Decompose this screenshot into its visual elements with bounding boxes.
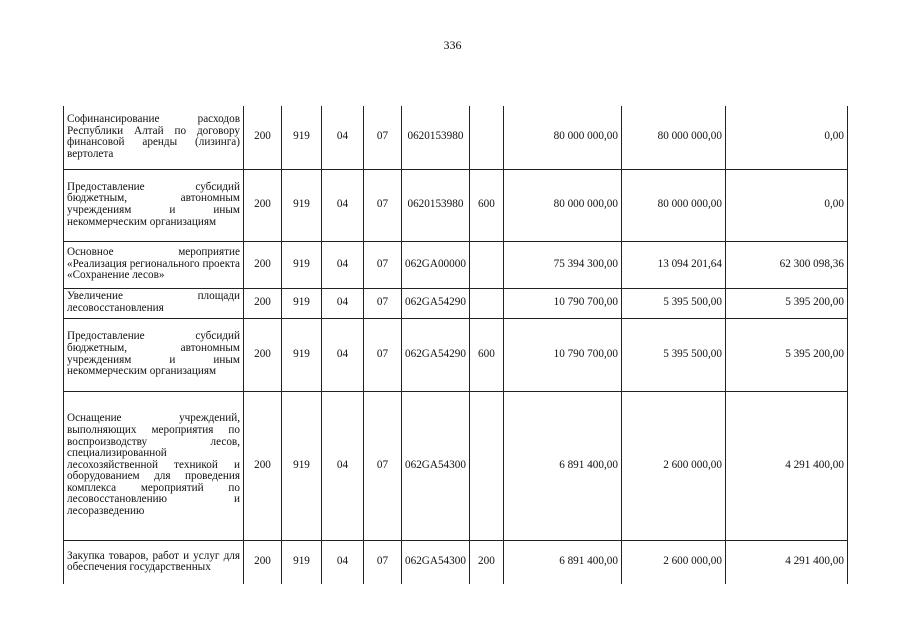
row-name: Основное мероприятие «Реализация регионального проекта «Сохранение лесов» [64, 241, 244, 288]
table-row [64, 318, 848, 391]
row-col-1: 200 [244, 169, 282, 241]
row-col-1: 200 [244, 391, 282, 540]
row-amount-3: 62 300 098,36 [725, 241, 847, 288]
row-target-code: 0620153980 [402, 169, 470, 241]
row-col-1: 200 [244, 318, 282, 391]
row-target-code: 062GA00000 [402, 241, 470, 288]
row-amount-1: 10 790 700,00 [503, 318, 621, 391]
row-col-4: 07 [364, 540, 402, 584]
row-col-3: 04 [322, 241, 364, 288]
row-col-4: 07 [364, 169, 402, 241]
row-col-4: 07 [364, 288, 402, 318]
row-col-2: 919 [282, 318, 322, 391]
row-expense-type [469, 288, 503, 318]
row-amount-2: 5 395 500,00 [621, 288, 725, 318]
row-amount-2: 13 094 201,64 [621, 241, 725, 288]
table-row [64, 391, 848, 540]
row-col-2: 919 [282, 106, 322, 169]
row-col-4: 07 [364, 106, 402, 169]
page-number: 336 [443, 38, 462, 52]
row-amount-2: 2 600 000,00 [621, 540, 725, 584]
row-amount-2: 80 000 000,00 [621, 169, 725, 241]
table-row [64, 241, 848, 288]
budget-table [63, 106, 848, 584]
row-col-3: 04 [322, 391, 364, 540]
row-amount-2: 2 600 000,00 [621, 391, 725, 540]
row-col-2: 919 [282, 169, 322, 241]
table-row [64, 169, 848, 241]
row-amount-3: 0,00 [725, 106, 847, 169]
row-col-2: 919 [282, 540, 322, 584]
row-target-code: 062GA54290 [402, 288, 470, 318]
row-col-3: 04 [322, 288, 364, 318]
row-col-1: 200 [244, 241, 282, 288]
row-col-3: 04 [322, 540, 364, 584]
row-amount-2: 80 000 000,00 [621, 106, 725, 169]
row-col-2: 919 [282, 241, 322, 288]
row-amount-1: 6 891 400,00 [503, 391, 621, 540]
row-name: Увеличение площади лесовосстановления [64, 288, 244, 318]
row-col-1: 200 [244, 540, 282, 584]
row-amount-3: 4 291 400,00 [725, 391, 847, 540]
table-row [64, 106, 848, 169]
row-name: Предоставление субсидий бюджетным, автономным учреждениям и иным некоммерческим организациям [64, 169, 244, 241]
row-name: Оснащение учреждений, выполняющих мероприятия по воспроизводству лесов, специализированной лесохозяйственной техникой и оборудованием для проведения комплекса мероприятий по лесовосстановлению и лесоразведению [64, 391, 244, 540]
row-col-4: 07 [364, 241, 402, 288]
table-row [64, 540, 848, 584]
row-amount-1: 6 891 400,00 [503, 540, 621, 584]
row-name: Закупка товаров, работ и услуг для обеспечения государственных [64, 540, 244, 584]
row-amount-1: 80 000 000,00 [503, 106, 621, 169]
row-expense-type [469, 241, 503, 288]
row-target-code: 0620153980 [402, 106, 470, 169]
row-expense-type: 600 [469, 318, 503, 391]
row-amount-3: 0,00 [725, 169, 847, 241]
row-amount-3: 5 395 200,00 [725, 318, 847, 391]
row-col-1: 200 [244, 288, 282, 318]
row-col-1: 200 [244, 106, 282, 169]
row-col-4: 07 [364, 391, 402, 540]
row-col-3: 04 [322, 318, 364, 391]
table-row [64, 288, 848, 318]
row-name: Софинансирование расходов Республики Алтай по договору финансовой аренды (лизинга) вертолета [64, 106, 244, 169]
row-col-3: 04 [322, 106, 364, 169]
row-expense-type: 600 [469, 169, 503, 241]
row-amount-1: 75 394 300,00 [503, 241, 621, 288]
row-name: Предоставление субсидий бюджетным, автономным учреждениям и иным некоммерческим организациям [64, 318, 244, 391]
row-expense-type [469, 106, 503, 169]
row-amount-2: 5 395 500,00 [621, 318, 725, 391]
row-col-3: 04 [322, 169, 364, 241]
row-expense-type: 200 [469, 540, 503, 584]
row-col-4: 07 [364, 318, 402, 391]
row-col-2: 919 [282, 288, 322, 318]
row-target-code: 062GA54300 [402, 540, 470, 584]
row-amount-3: 5 395 200,00 [725, 288, 847, 318]
row-target-code: 062GA54290 [402, 318, 470, 391]
row-target-code: 062GA54300 [402, 391, 470, 540]
row-col-2: 919 [282, 391, 322, 540]
row-amount-1: 10 790 700,00 [503, 288, 621, 318]
row-amount-1: 80 000 000,00 [503, 169, 621, 241]
row-expense-type [469, 391, 503, 540]
row-amount-3: 4 291 400,00 [725, 540, 847, 584]
